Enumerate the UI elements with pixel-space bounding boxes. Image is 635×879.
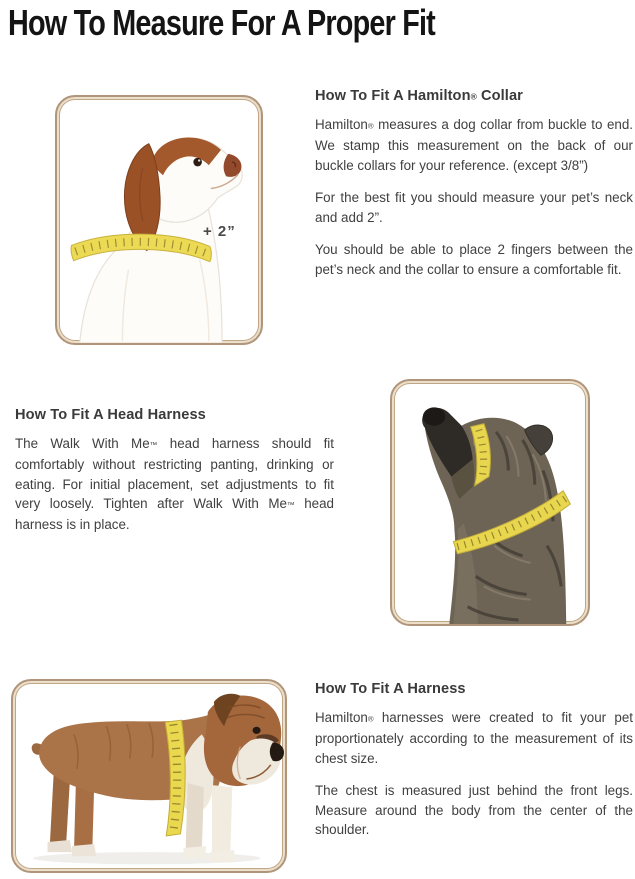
head-harness-section-text: [15, 407, 334, 548]
collar-section-text: [315, 88, 633, 293]
head-harness-paragraph-1: The Walk With Me™ head harness should fit comfortably without restricting panting, drinking or eating. For initial placement, set adjustments to fit very loosely. Tighten after Walk With Me™ head harness is in place.: [15, 436, 335, 533]
collar-measure-photo: [55, 95, 263, 345]
bulldog-chest-measure-illustration: [13, 681, 285, 871]
harness-paragraph-2: The chest is measured just behind the front legs. Measure around the body from the center of the shoulder.: [315, 783, 633, 838]
dog-neck-measure-illustration: [57, 97, 261, 343]
harness-paragraph-1: Hamilton® harnesses were created to fit your pet proportionately according to the measurement of its chest size.: [315, 710, 633, 766]
page-title: How To Measure For A Proper Fit: [8, 2, 435, 43]
collar-paragraph-3: You should be able to place 2 fingers between the pet’s neck and the collar to ensure a comfortable fit.: [315, 242, 633, 277]
harness-measure-photo: [11, 679, 287, 873]
dog-head-measure-illustration: [392, 381, 588, 624]
head-harness-heading: How To Fit A Head Harness: [15, 407, 206, 423]
harness-heading: How To Fit A Harness: [315, 681, 466, 697]
collar-paragraph-1: Hamilton® measures a dog collar from buckle to end. We stamp this measurement on the back of our buckle collars for your reference. (except 3/8”): [315, 117, 633, 173]
collar-heading: How To Fit A Hamilton® Collar: [315, 88, 523, 104]
harness-section-text: [315, 681, 633, 853]
plus-two-inches-label: + 2”: [203, 223, 236, 240]
head-harness-photo: [390, 379, 590, 626]
collar-paragraph-2: For the best fit you should measure your pet’s neck and add 2”.: [315, 190, 633, 225]
